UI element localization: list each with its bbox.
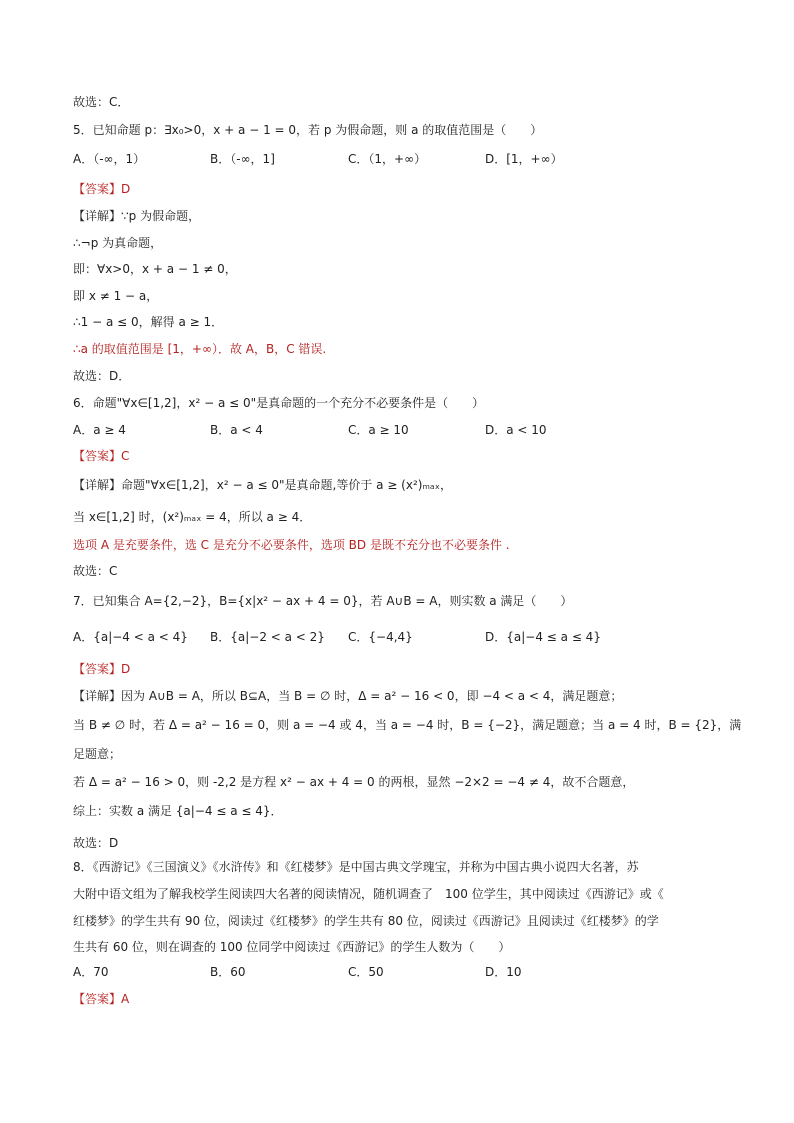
question-8-line4: 生共有 60 位，则在调查的 100 位同学中阅读过《西游记》的学生人数为（ ） [73, 940, 511, 954]
q6-option-a: A．a ≥ 4 [73, 423, 126, 437]
q8-option-a: A．70 [73, 965, 109, 979]
q8-option-d: D．10 [485, 965, 522, 979]
conclusion-q4: 故选：C． [73, 95, 130, 109]
q6-option-d: D．a < 10 [485, 423, 547, 437]
conclusion-q7: 故选：D [73, 836, 119, 850]
answer-q6: 【答案】C [73, 449, 130, 463]
detail-q7-line4: 若 Δ = a² − 16 > 0，则 -2,2 是方程 x² − ax + 4 = 0 的两根，显然 −2×2 = −4 ≠ 4，故不合题意， [73, 775, 635, 789]
question-8-line1: 8．《西游记》《三国演义》《水浒传》和《红楼梦》是中国古典文学瑰宝，并称为中国古典小说四大名著，苏 [73, 860, 639, 874]
q5-option-b: B．（-∞，1] [210, 152, 275, 166]
q8-option-c: C．50 [348, 965, 384, 979]
answer-q7: 【答案】D [73, 662, 131, 676]
detail-q5-line2: ∴¬p 为真命题， [73, 236, 163, 250]
question-8-line3: 红楼梦》的学生共有 90 位，阅读过《红楼梦》的学生共有 80 位，阅读过《西游记》且阅读过《红楼梦》的学 [73, 914, 659, 928]
detail-q7-line1: 【详解】因为 A∪B = A，所以 B⊆A，当 B = ∅ 时，Δ = a² − 16 < 0，即 −4 < a < 4，满足题意； [73, 689, 623, 703]
answer-q8: 【答案】A [73, 992, 130, 1006]
q5-option-d: D．[1，+∞） [485, 152, 563, 166]
conclusion-q5: 故选：D． [73, 369, 131, 383]
question-5: 5．已知命题 p：∃x₀>0，x + a − 1 = 0，若 p 为假命题，则 a 的取值范围是（ ） [73, 123, 543, 137]
detail-q5-line1: 【详解】∵p 为假命题， [73, 209, 201, 223]
q7-option-c: C．{−4,4} [348, 630, 413, 644]
question-8-line2: 大附中语文组为了解我校学生阅读四大名著的阅读情况，随机调查了 100 位学生，其中阅读过《西游记》或《 [73, 887, 664, 901]
detail-q6-line3: 选项 A 是充要条件，选 C 是充分不必要条件，选项 BD 是既不充分也不必要条件 . [73, 538, 510, 552]
detail-q7-line3: 足题意； [73, 747, 122, 761]
detail-q5-line4: 即 x ≠ 1 − a， [73, 289, 159, 303]
detail-q7-line2: 当 B ≠ ∅ 时，若 Δ = a² − 16 = 0，则 a = −4 或 4，当 a = −4 时，B = {−2}，满足题意；当 a = 4 时，B = {2}，满 [73, 718, 742, 732]
q5-option-a: A．（-∞，1） [73, 152, 146, 166]
q6-option-c: C．a ≥ 10 [348, 423, 409, 437]
answer-q5: 【答案】D [73, 182, 131, 196]
q5-option-c: C．（1，+∞） [348, 152, 427, 166]
detail-q6-line2: 当 x∈[1,2] 时，(x²)ₘₐₓ = 4，所以 a ≥ 4． [73, 510, 312, 524]
q8-option-b: B．60 [210, 965, 246, 979]
question-6: 6．命题"∀x∈[1,2]，x² − a ≤ 0"是真命题的一个充分不必要条件是（ ） [73, 396, 485, 410]
detail-q7-line5: 综上：实数 a 满足 {a|−4 ≤ a ≤ 4}． [73, 804, 283, 818]
q7-option-a: A．{a|−4 < a < 4} [73, 630, 188, 644]
detail-q5-line3: 即：∀x>0，x + a − 1 ≠ 0， [73, 262, 237, 276]
conclusion-q6: 故选：C [73, 564, 118, 578]
question-7: 7．已知集合 A={2,−2}，B={x|x² − ax + 4 = 0}，若 A∪B = A，则实数 a 满足（ ） [73, 594, 573, 608]
q7-option-d: D．{a|−4 ≤ a ≤ 4} [485, 630, 601, 644]
q6-option-b: B．a < 4 [210, 423, 263, 437]
q7-option-b: B．{a|−2 < a < 2} [210, 630, 325, 644]
detail-q5-line5: ∴1 − a ≤ 0，解得 a ≥ 1． [73, 315, 224, 329]
detail-q6-line1: 【详解】命题"∀x∈[1,2]，x² − a ≤ 0"是真命题,等价于 a ≥ (x²)ₘₐₓ， [73, 478, 452, 492]
detail-q5-line6: ∴a 的取值范围是 [1，+∞）．故 A，B，C 错误. [73, 342, 327, 356]
